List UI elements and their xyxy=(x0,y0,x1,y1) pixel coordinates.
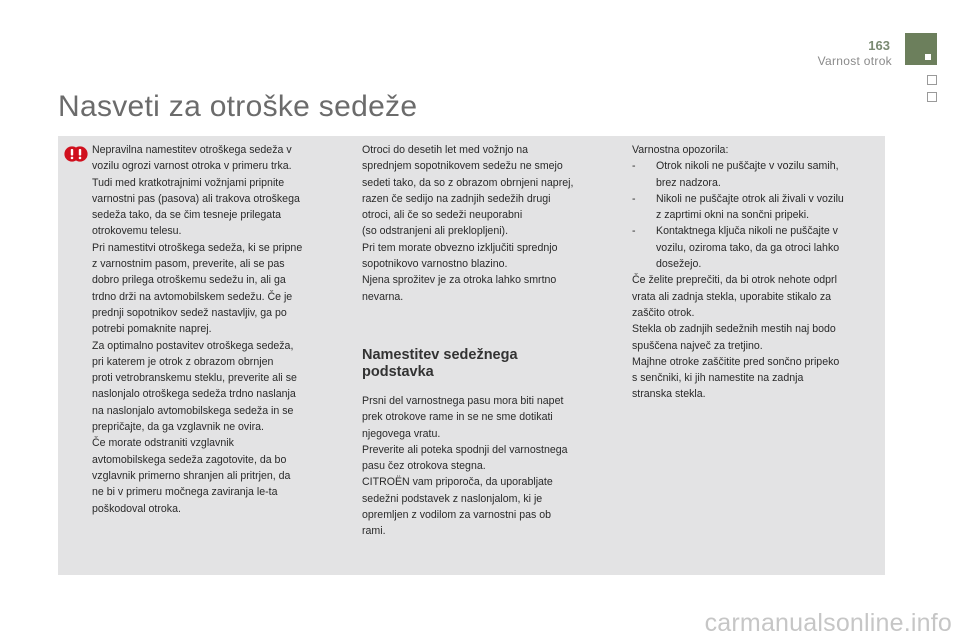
booster-heading: Namestitev sedežnega podstavka xyxy=(362,346,518,380)
watermark: carmanualsonline.info xyxy=(704,609,952,637)
chapter-tab-3[interactable] xyxy=(927,92,937,102)
list-item xyxy=(632,223,880,272)
front-seat-text: Otroci do desetih let med vožnjo na sprednjem sopotnikovem sedežu ne smejo sedeti tako, da so z obrazom obrnjeni naprej, razen če sedijo na zadnjih sedežih drugi otroci, ali če so sedeži neuporabni (so odstranjeni ali preklopljeni). Pri tem morate obvezno izključiti sprednjo sopotnikovo varnostno blazino. Njena sprožitev je za otroka lahko smrtno nevarna. xyxy=(362,144,574,303)
page-title: Nasveti za otroške sedeže xyxy=(58,90,418,123)
list-item-text: Nikoli ne puščajte otrok ali živali v vozilu z zaprtimi okni na sončni pripeki. xyxy=(656,192,844,222)
chapter-tab-2[interactable] xyxy=(927,75,937,85)
list-item-text: Kontaktnega ključa nikoli ne puščajte v vozilu, oziroma tako, da ga otroci lahko dosežejo. xyxy=(656,225,840,271)
warning-text: Nepravilna namestitev otroškega sedeža v vozilu ogrozi varnost otroka v primeru trka. Tudi med kratkotrajnimi vožnjami pripnite varnostni pas (pasova) ali trakova otroškega sedeža tako, da se čim tesneje prilegata otrokovemu telesu. Pri namestitvi otroškega sedeža, ki se pripne z varnostnim pasom, preverite, ali se pas dobro prilega otroškemu sedežu in, ali ga trdno drži na avtomobilskem sedežu. Če je prednji sopotnikov sedež nastavljiv, ga po potrebi pomaknite naprej. Za optimalno postavitev otroškega sedeža, pri katerem je otrok z obrazom obrnjen proti vetrobranskemu steklu, preverite ali se naslonjalo otroškega sedeža trdno naslanja na naslonjalo avtomobilskega sedeža in se prepričajte, da ga vzglavnik ne ovira. Če morate odstraniti vzglavnik avtomobilskega sedeža zagotovite, da bo vzglavnik primerno shranjen ali pritrjen, da ne bi v primeru močnega zaviranja le-ta poškodoval otroka. xyxy=(92,144,303,515)
column-warning xyxy=(92,142,328,517)
warning-exclamation-icon xyxy=(64,146,88,162)
chapter-tab-active[interactable] xyxy=(905,33,937,65)
content-panel xyxy=(58,136,885,575)
list-dash: - xyxy=(632,192,636,205)
child-lock-text: Če želite preprečiti, da bi otrok nehote odprl vrata ali zadnja stekla, uporabite stikalo za zaščito otrok. Stekla ob zadnjih sedežnih mestih naj bodo spuščena največ za tretjino. Majhne otroke zaščitite pred sončno pripeko s senčniki, ki jih namestite na zadnja stranska stekla. xyxy=(632,274,840,401)
page-number: 163 xyxy=(868,38,890,53)
list-dash: - xyxy=(632,225,636,238)
list-item-text: Otrok nikoli ne puščajte v vozilu samih, brez nadzora. xyxy=(656,160,839,189)
column-right xyxy=(632,142,880,403)
list-item xyxy=(632,191,880,224)
list-item xyxy=(632,158,880,191)
booster-text: Prsni del varnostnega pasu mora biti napet prek otrokove rame in se ne sme dotikati njegovega vratu. Preverite ali poteka spodnji del varnostnega pasu čez otrokova stegna. CITROËN vam priporoča, da uporabljate sedežni podstavek z naslonjalom, ki je opremljen z vodilom za varnostni pas ob rami. xyxy=(362,394,568,538)
safety-warnings-intro: Varnostna opozorila: xyxy=(632,144,729,156)
column-middle xyxy=(362,142,602,540)
section-name: Varnost otrok xyxy=(817,54,892,68)
tab-square-icon xyxy=(925,54,931,60)
list-dash: - xyxy=(632,160,636,173)
